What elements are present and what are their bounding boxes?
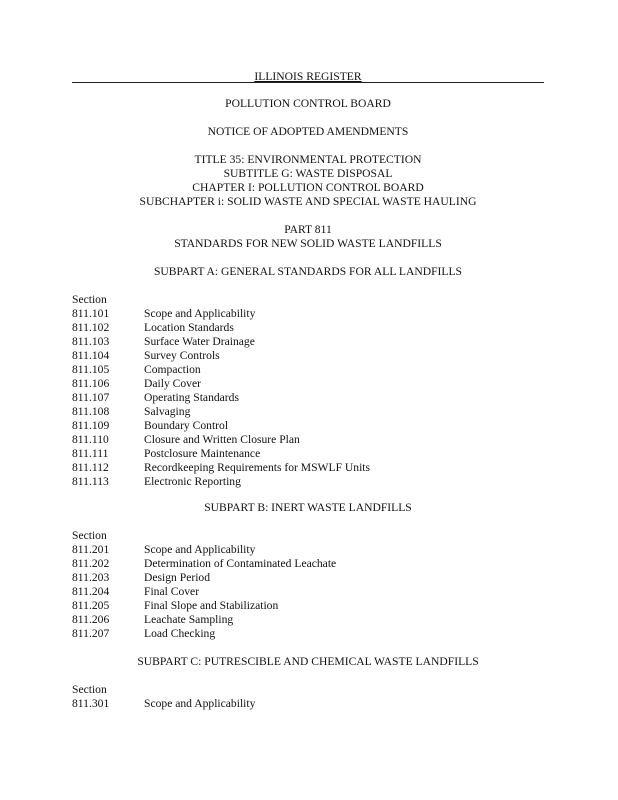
section-number: 811.301: [72, 697, 110, 710]
section-title: Scope and Applicability: [144, 543, 256, 556]
section-title: Electronic Reporting: [144, 475, 241, 488]
section-title: Daily Cover: [144, 377, 201, 390]
section-number: 811.202: [72, 557, 110, 570]
section-number: 811.107: [72, 391, 110, 404]
subpart-heading: SUBPART A: GENERAL STANDARDS FOR ALL LANDFILLS: [153, 265, 462, 278]
section-label: Section: [72, 293, 107, 306]
section-title: Postclosure Maintenance: [144, 447, 261, 460]
section-label: Section: [72, 529, 107, 542]
subtitle-line: SUBTITLE G: WASTE DISPOSAL: [223, 167, 393, 180]
section-title: Design Period: [144, 571, 211, 584]
section-title: Operating Standards: [144, 391, 239, 404]
section-number: 811.101: [72, 307, 110, 320]
section-title: Salvaging: [144, 405, 191, 418]
part-name: STANDARDS FOR NEW SOLID WASTE LANDFILLS: [174, 237, 442, 250]
section-title: Final Slope and Stabilization: [144, 599, 279, 612]
section-title: Surface Water Drainage: [144, 335, 255, 348]
section-number: 811.106: [72, 377, 110, 390]
section-title: Determination of Contaminated Leachate: [144, 557, 337, 570]
section-number: 811.113: [72, 475, 109, 488]
section-label: Section: [72, 683, 107, 696]
chapter-line: CHAPTER I: POLLUTION CONTROL BOARD: [192, 181, 424, 194]
section-number: 811.206: [72, 613, 110, 626]
section-number: 811.111: [72, 447, 109, 460]
section-number: 811.201: [72, 543, 110, 556]
section-number: 811.102: [72, 321, 110, 334]
part-number: PART 811: [284, 223, 332, 236]
subpart-heading: SUBPART B: INERT WASTE LANDFILLS: [204, 501, 412, 514]
section-number: 811.112: [72, 461, 109, 474]
section-number: 811.109: [72, 419, 110, 432]
section-number: 811.105: [72, 363, 110, 376]
section-title: Survey Controls: [144, 349, 220, 362]
section-number: 811.204: [72, 585, 110, 598]
title-line: TITLE 35: ENVIRONMENTAL PROTECTION: [194, 153, 422, 166]
section-number: 811.103: [72, 335, 110, 348]
section-title: Final Cover: [144, 585, 200, 598]
section-title: Compaction: [144, 363, 201, 376]
section-number: 811.207: [72, 627, 110, 640]
subchapter-line: SUBCHAPTER i: SOLID WASTE AND SPECIAL WASTE HAULING: [139, 195, 477, 208]
register-title: ILLINOIS REGISTER: [254, 70, 362, 83]
section-title: Location Standards: [144, 321, 234, 334]
section-title: Leachate Sampling: [144, 613, 234, 626]
register-header: [72, 70, 544, 84]
notice-title: NOTICE OF ADOPTED AMENDMENTS: [207, 125, 409, 138]
section-title: Boundary Control: [144, 419, 229, 432]
section-number: 811.203: [72, 571, 110, 584]
section-title: Scope and Applicability: [144, 307, 256, 320]
section-title: Load Checking: [144, 627, 216, 640]
section-number: 811.205: [72, 599, 110, 612]
section-title: Closure and Written Closure Plan: [144, 433, 300, 446]
subpart-heading: SUBPART C: PUTRESCIBLE AND CHEMICAL WASTE LANDFILLS: [137, 655, 479, 668]
section-title: Recordkeeping Requirements for MSWLF Units: [144, 461, 371, 474]
section-title: Scope and Applicability: [144, 697, 256, 710]
section-number: 811.108: [72, 405, 110, 418]
board-name: POLLUTION CONTROL BOARD: [225, 97, 391, 110]
section-number: 811.104: [72, 349, 110, 362]
section-number: 811.110: [72, 433, 109, 446]
